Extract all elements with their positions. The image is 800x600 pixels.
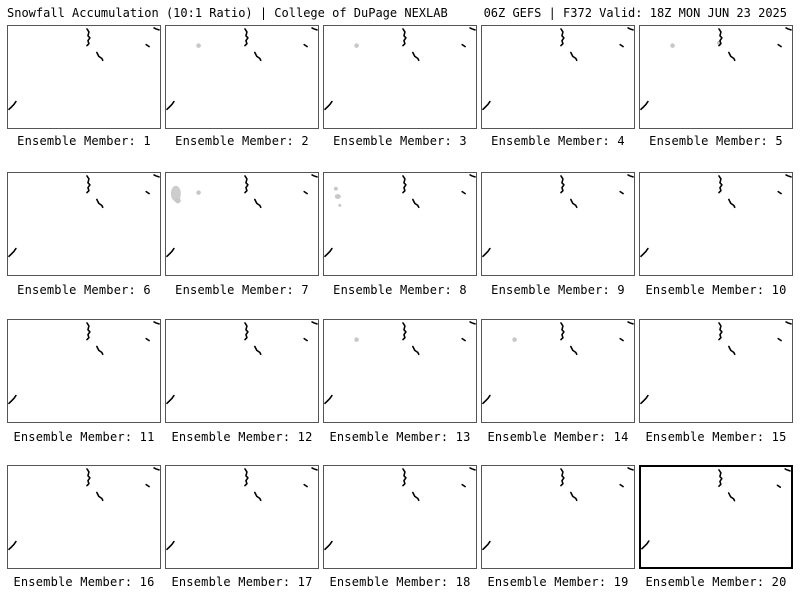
coastline xyxy=(641,322,791,403)
coastline xyxy=(483,175,633,256)
member-label-16: Ensemble Member: 16 xyxy=(13,575,155,589)
member-label-10: Ensemble Member: 10 xyxy=(645,283,787,297)
snowfall-map xyxy=(166,466,318,568)
member-panel-9[interactable] xyxy=(481,172,635,276)
snowfall-map xyxy=(166,320,318,422)
page-title: Snowfall Accumulation (10:1 Ratio) | College of DuPage NEXLAB xyxy=(7,6,448,20)
member-panel-15[interactable] xyxy=(639,319,793,423)
member-panel-18[interactable] xyxy=(323,465,477,569)
coastline xyxy=(642,469,790,549)
member-panel-4[interactable] xyxy=(481,25,635,129)
member-panel-1[interactable] xyxy=(7,25,161,129)
snowfall-map xyxy=(640,320,792,422)
member-panel-3[interactable] xyxy=(323,25,477,129)
snowfall-map xyxy=(641,467,791,567)
snow-area xyxy=(354,337,359,342)
member-label-7: Ensemble Member: 7 xyxy=(175,283,309,297)
coastline xyxy=(167,468,317,549)
snowfall-map xyxy=(640,26,792,128)
snow-area xyxy=(354,43,359,48)
snowfall-map xyxy=(324,173,476,275)
member-label-9: Ensemble Member: 9 xyxy=(491,283,625,297)
member-label-2: Ensemble Member: 2 xyxy=(175,134,309,148)
member-label-3: Ensemble Member: 3 xyxy=(333,134,467,148)
coastline xyxy=(325,322,475,403)
member-panel-19[interactable] xyxy=(481,465,635,569)
coastline xyxy=(9,322,159,403)
snowfall-map xyxy=(8,173,160,275)
snow-area xyxy=(196,190,201,195)
snowfall-map xyxy=(324,26,476,128)
snowfall-map xyxy=(8,26,160,128)
member-label-4: Ensemble Member: 4 xyxy=(491,134,625,148)
member-panel-8[interactable] xyxy=(323,172,477,276)
member-label-14: Ensemble Member: 14 xyxy=(487,430,629,444)
coastline xyxy=(641,175,791,256)
coastline xyxy=(167,28,317,109)
member-panel-12[interactable] xyxy=(165,319,319,423)
snowfall-map xyxy=(8,466,160,568)
snowfall-map xyxy=(166,173,318,275)
member-label-1: Ensemble Member: 1 xyxy=(17,134,151,148)
snowfall-map xyxy=(482,320,634,422)
member-panel-7[interactable] xyxy=(165,172,319,276)
run-valid-time: 06Z GEFS | F372 Valid: 18Z MON JUN 23 2025 xyxy=(483,6,787,20)
coastline xyxy=(483,28,633,109)
member-label-6: Ensemble Member: 6 xyxy=(17,283,151,297)
member-panel-17[interactable] xyxy=(165,465,319,569)
snowfall-map xyxy=(482,26,634,128)
snow-area xyxy=(171,186,181,204)
member-panel-10[interactable] xyxy=(639,172,793,276)
member-label-15: Ensemble Member: 15 xyxy=(645,430,787,444)
coastline xyxy=(325,28,475,109)
member-panel-2[interactable] xyxy=(165,25,319,129)
member-panel-13[interactable] xyxy=(323,319,477,423)
snowfall-map xyxy=(482,466,634,568)
member-label-5: Ensemble Member: 5 xyxy=(649,134,783,148)
coastline xyxy=(167,322,317,403)
snowfall-map xyxy=(640,173,792,275)
member-label-17: Ensemble Member: 17 xyxy=(171,575,313,589)
member-panel-5[interactable] xyxy=(639,25,793,129)
snow-area xyxy=(196,43,201,48)
member-label-13: Ensemble Member: 13 xyxy=(329,430,471,444)
snowfall-map xyxy=(166,26,318,128)
member-label-11: Ensemble Member: 11 xyxy=(13,430,155,444)
coastline xyxy=(9,468,159,549)
coastline xyxy=(9,175,159,256)
member-panel-20[interactable] xyxy=(639,465,793,569)
coastline xyxy=(167,175,317,256)
coastline xyxy=(483,322,633,403)
member-panel-16[interactable] xyxy=(7,465,161,569)
coastline xyxy=(9,28,159,109)
snow-area xyxy=(334,187,341,207)
snow-area xyxy=(512,337,517,342)
member-label-20: Ensemble Member: 20 xyxy=(645,575,787,589)
coastline xyxy=(325,468,475,549)
member-label-19: Ensemble Member: 19 xyxy=(487,575,629,589)
member-label-12: Ensemble Member: 12 xyxy=(171,430,313,444)
snowfall-map xyxy=(8,320,160,422)
member-label-18: Ensemble Member: 18 xyxy=(329,575,471,589)
member-panel-14[interactable] xyxy=(481,319,635,423)
snowfall-map xyxy=(324,320,476,422)
snow-area xyxy=(670,43,675,48)
coastline xyxy=(483,468,633,549)
snowfall-map xyxy=(324,466,476,568)
member-panel-6[interactable] xyxy=(7,172,161,276)
member-label-8: Ensemble Member: 8 xyxy=(333,283,467,297)
coastline xyxy=(641,28,791,109)
member-panel-11[interactable] xyxy=(7,319,161,423)
snowfall-map xyxy=(482,173,634,275)
coastline xyxy=(325,175,475,256)
